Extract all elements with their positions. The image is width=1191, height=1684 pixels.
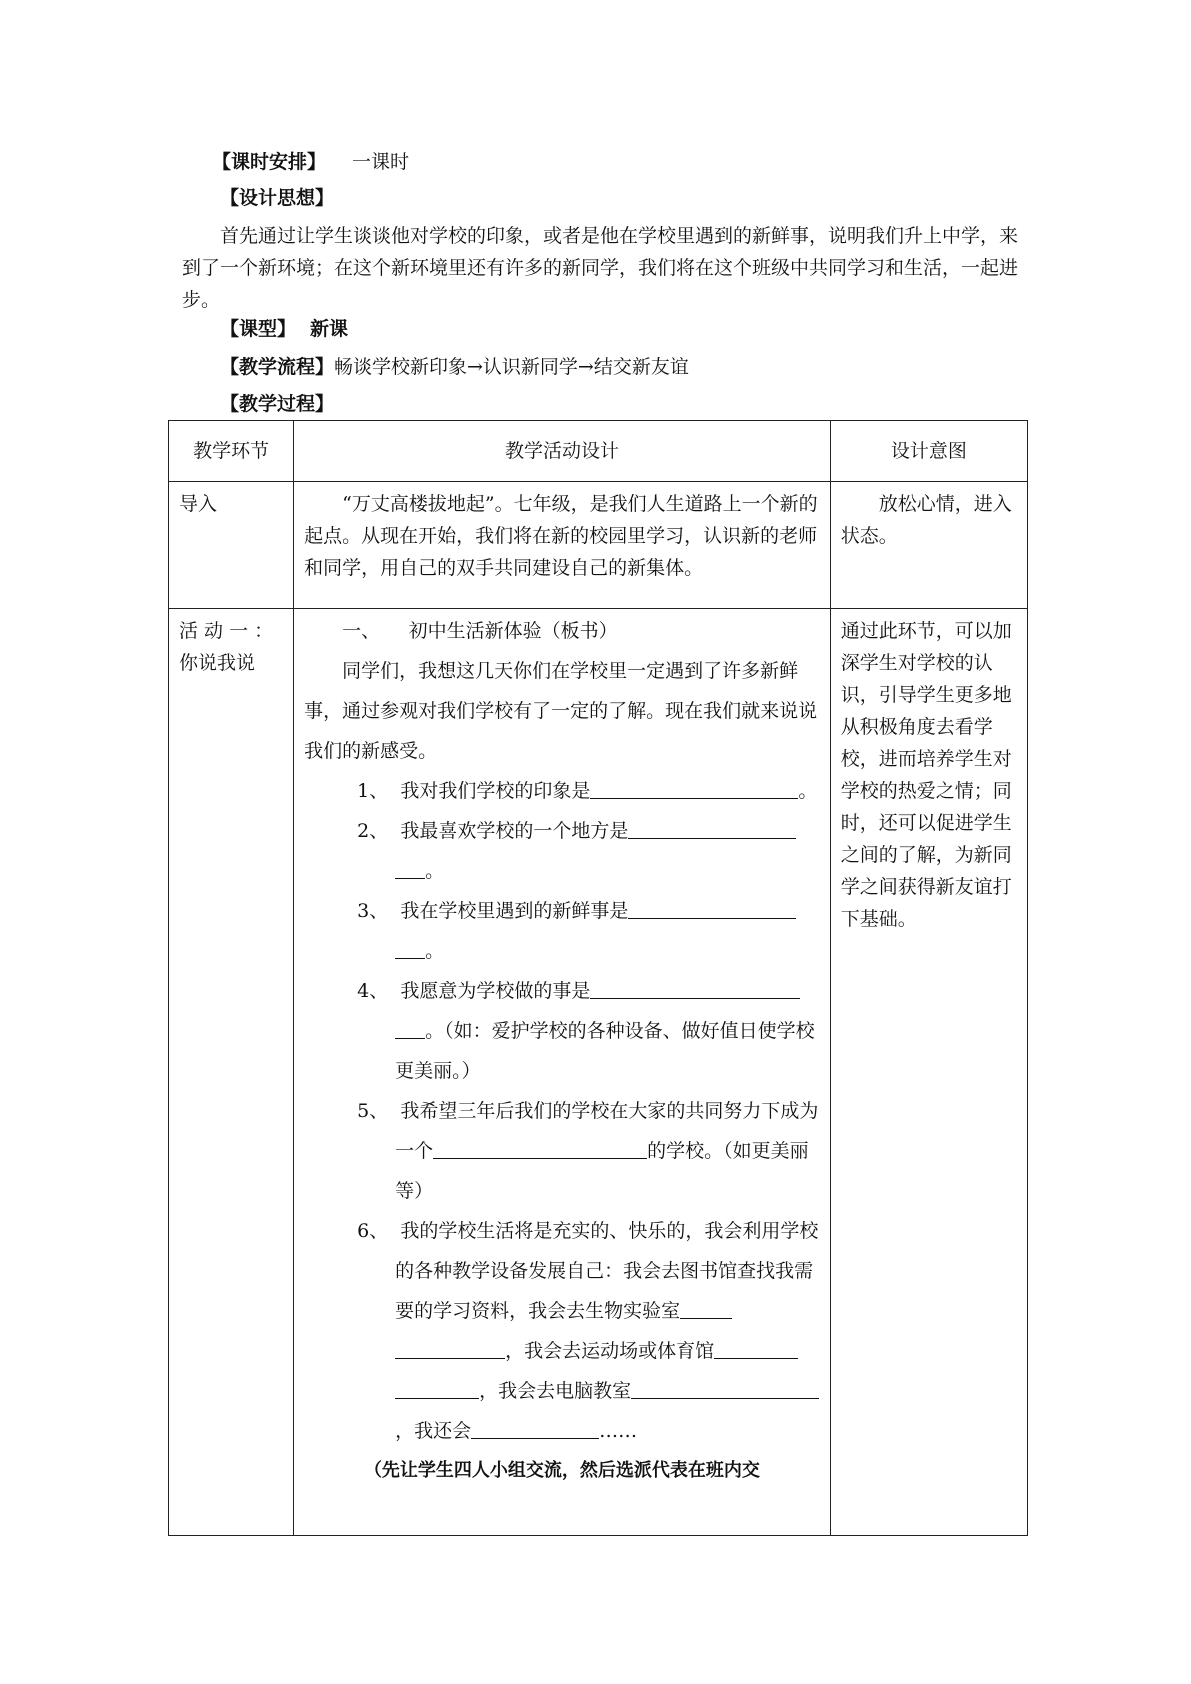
table-row <box>169 482 1028 609</box>
period-value: 一课时 <box>352 151 410 173</box>
blank-field[interactable] <box>628 814 796 839</box>
flow-label: 【教学流程】 <box>220 356 335 378</box>
flow-row <box>220 355 689 379</box>
blank-field[interactable] <box>395 1014 425 1039</box>
intro-activity: “万丈高楼拔地起”。七年级，是我们人生道路上一个新的起点。从现在开始，我们将在新的校园里学习，认识新的老师和同学，用自己的双手共同建设自己的新集体。 <box>304 493 818 579</box>
activity1-stage-line2: 你说我说 <box>179 652 256 674</box>
process-label: 【教学过程】 <box>220 393 335 415</box>
blank-field[interactable] <box>395 1334 505 1359</box>
blank-field[interactable] <box>471 1414 599 1439</box>
period-label: 【课时安排】 <box>212 151 327 173</box>
blank-field[interactable] <box>631 1374 807 1399</box>
period-row <box>212 150 409 174</box>
blank-field[interactable] <box>786 774 798 799</box>
blank-field[interactable] <box>433 1134 647 1159</box>
blank-field[interactable] <box>395 1374 479 1399</box>
activity1-stage <box>169 609 294 1536</box>
blank-field[interactable] <box>395 854 425 879</box>
activity1-note: （先让学生四人小组交流，然后选派代表在班内交 <box>363 1460 760 1481</box>
activity1-content <box>294 609 831 1536</box>
blank-field[interactable] <box>395 934 425 959</box>
design-text: 首先通过让学生谈谈他对学校的印象，或者是他在学校里遇到的新鲜事，说明我们升上中学，来到了一个新环境；在这个新环境里还有许多的新同学，我们将在这个班级中共同学习和生活，一起进步。 <box>182 225 1019 311</box>
list-item: 1、 我对我们学校的印象是 。 <box>304 771 820 811</box>
list-item: 3、 我在学校里遇到的新鲜事是。 <box>304 891 820 971</box>
activity1-lead: 同学们，我想这几天你们在学校里一定遇到了许多新鲜事，通过参观对我们学校有了一定的了解。现在我们就来说说我们的新感受。 <box>304 660 818 762</box>
intro-intent: 放松心情，进入状态。 <box>840 493 1012 547</box>
header-stage: 教学环节 <box>169 421 294 482</box>
blank-field[interactable] <box>807 1374 819 1399</box>
list-item: 6、 我的学校生活将是充实的、快乐的，我会利用学校的各种教学设备发展自己：我会去图书馆查找我需要的学习资料，我会去生物实验室，我会去运动场或体育馆，我会去电脑教室，我还会 …… <box>357 1220 819 1442</box>
list-item: 2、 我最喜欢学校的一个地方是。 <box>304 811 820 891</box>
intro-stage: 导入 <box>169 482 294 609</box>
blank-field[interactable] <box>680 1294 732 1319</box>
type-row <box>220 317 348 341</box>
flow-value: 畅谈学校新印象→认识新同学→结交新友谊 <box>334 356 689 378</box>
header-intent: 设计意图 <box>830 421 1027 482</box>
type-value: 新课 <box>310 318 349 340</box>
blank-field[interactable] <box>590 774 786 799</box>
activity1-heading: 一、 初中生活新体验（板书） <box>342 620 618 642</box>
blank-field[interactable] <box>714 1334 798 1359</box>
list-item: 5、 我希望三年后我们的学校在大家的共同努力下成为一个 的学校。（如更美丽等） <box>357 1100 819 1202</box>
lesson-table <box>168 420 1028 1536</box>
list-item: 4、 我愿意为学校做的事是。（如：爱护学校的各种设备、做好值日使学校更美丽。） <box>304 971 820 1091</box>
blank-field[interactable] <box>628 894 796 919</box>
header-activity: 教学活动设计 <box>294 421 831 482</box>
table-header-row <box>169 421 1028 482</box>
activity1-stage-line1: 活 动 一 ： <box>179 620 274 642</box>
design-label: 【设计思想】 <box>220 187 335 209</box>
table-row <box>169 609 1028 1536</box>
blank-field[interactable] <box>590 974 800 999</box>
type-label: 【课型】 <box>220 318 297 340</box>
activity1-intent: 通过此环节，可以加深学生对学校的认识，引导学生更多地从积极角度去看学校，进而培养学生对学校的热爱之情；同时，还可以促进学生之间的了解，为新同学之间获得新友谊打下基础。 <box>840 620 1012 930</box>
